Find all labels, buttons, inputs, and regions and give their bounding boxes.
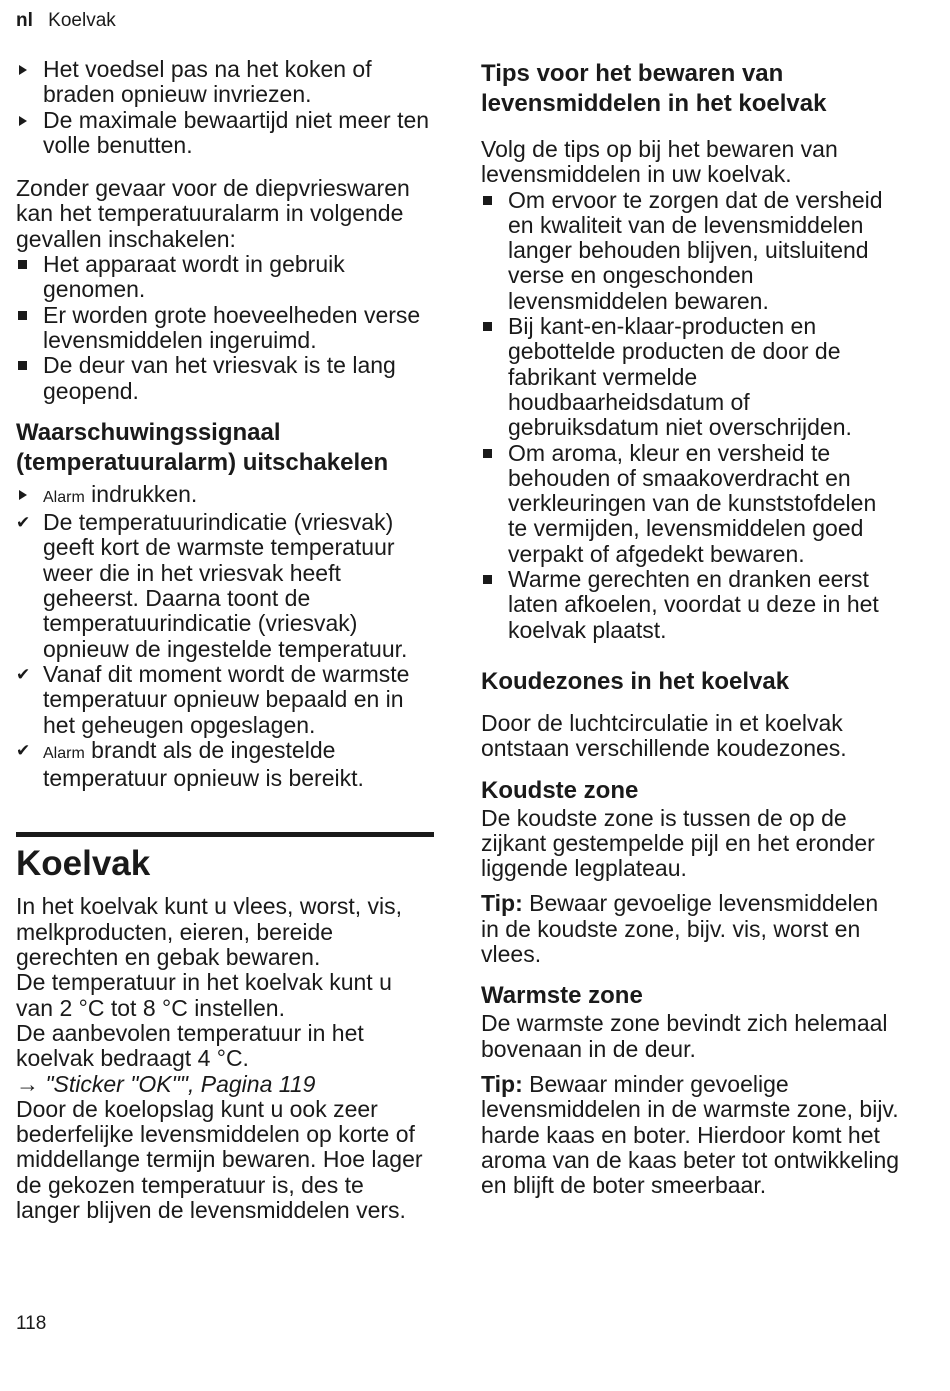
result-item: ✔ De temperatuurindicatie (vriesvak) geeft kort de warmste temperatuur weer die in het vriesvak heeft geheerst. Daarna toont de temperatuurindicatie (vriesvak) opnieuw de ingestelde temperatuur. xyxy=(16,509,408,662)
language-code: nl xyxy=(16,10,33,31)
paragraph: In het koelvak kunt u vlees, worst, vis, melkproducten, eieren, bereide gerechten en gebak bewaren. xyxy=(16,893,403,971)
paragraph: De aanbevolen temperatuur in het koelvak bedraagt 4 °C. xyxy=(16,1019,364,1072)
page-header xyxy=(16,10,116,32)
section-divider xyxy=(16,832,434,837)
key-label: Alarm xyxy=(43,488,85,506)
list-item: Het voedsel pas na het koken of braden opnieuw invriezen. xyxy=(43,56,372,108)
list-item: Warme gerechten en dranken eerst laten afkoelen, voordat u deze in het koelvak plaatst. xyxy=(508,566,879,643)
tip-paragraph: Tip: Bewaar gevoelige levensmiddelen in de koudste zone, bijv. vis, worst en vlees. xyxy=(481,890,879,968)
tip-label: Tip: xyxy=(481,1070,523,1097)
tip-label: Tip: xyxy=(481,890,523,917)
section-heading: Tips voor het bewaren van levensmiddelen in het koelvak xyxy=(481,60,827,117)
right-column xyxy=(481,57,901,1198)
list-item: Bij kant-en-klaar-producten en gebottelde producten de door de fabrikant vermelde houdbaarheidsdatum of gebruiksdatum niet overschrijden. xyxy=(508,313,852,441)
page-reference-link[interactable]: → "Sticker "OK"", Pagina 119 xyxy=(16,1070,316,1097)
section-heading: Koudste zone xyxy=(481,776,639,804)
list-item: Er worden grote hoeveelheden verse levensmiddelen ingeruimd. xyxy=(43,301,421,353)
checkmark-icon: ✔ xyxy=(16,740,31,760)
section-title: Koelvak xyxy=(48,10,116,31)
page-number: 118 xyxy=(16,1313,47,1334)
list-item: Om ervoor te zorgen dat de versheid en kwaliteit van de levensmiddelen langer behouden blijven, uitsluitend verse en ongeschonden levensmiddelen bewaren. xyxy=(508,186,883,314)
checkmark-icon: ✔ xyxy=(16,513,31,533)
list-item: De maximale bewaartijd niet meer ten volle benutten. xyxy=(43,106,430,158)
paragraph: De warmste zone bevindt zich helemaal bovenaan in de deur. xyxy=(481,1010,888,1062)
section-heading: Warmste zone xyxy=(481,982,643,1010)
paragraph: Door de koelopslag kunt u ook zeer bederfelijke levensmiddelen op korte of middellange termijn bewaren. Hoe lager de gekozen temperatuur is, des te langer blijven de levensmiddelen vers. xyxy=(16,1095,423,1223)
section-heading: Waarschuwingssignaal (temperatuuralarm) uitschakelen xyxy=(16,418,389,476)
paragraph: De koudste zone is tussen de op de zijkant gestempelde pijl en het eronder liggende legplateau. xyxy=(481,804,875,882)
paragraph: Volg de tips op bij het bewaren van levensmiddelen in uw koelvak. xyxy=(481,136,838,188)
result-item: ✔ Alarm brandt als de ingestelde temperatuur opnieuw is bereikt. xyxy=(16,736,364,792)
paragraph: Door de luchtcirculatie in et koelvak ontstaan verschillende koudezones. xyxy=(481,709,847,762)
list-item: Het apparaat wordt in gebruik genomen. xyxy=(43,251,345,303)
left-column xyxy=(16,57,434,1223)
key-label: Alarm xyxy=(43,744,85,762)
chapter-title: Koelvak xyxy=(16,844,151,884)
list-item: Om aroma, kleur en versheid te behouden of smaakoverdracht en verkleuringen van de kunststofdelen te vermijden, levensmiddelen goed verpakt of afgedekt bewaren. xyxy=(508,439,877,567)
list-item: De deur van het vriesvak is te lang geopend. xyxy=(43,352,396,404)
checkmark-icon: ✔ xyxy=(16,664,31,684)
result-item: ✔ Vanaf dit moment wordt de warmste temperatuur opnieuw bepaald en in het geheugen opgeslagen. xyxy=(16,660,410,738)
paragraph: Zonder gevaar voor de diepvrieswaren kan het temperatuuralarm in volgende gevallen inschakelen: xyxy=(16,175,410,252)
tip-paragraph: Tip: Bewaar minder gevoelige levensmiddelen in de warmste zone, bijv. harde kaas en boter. Hierdoor komt het aroma van de kaas beter tot ontwikkeling en blijft de boter smeerbaar. xyxy=(481,1070,900,1199)
section-heading: Koudezones in het koelvak xyxy=(481,667,790,695)
paragraph: De temperatuur in het koelvak kunt u van 2 °C tot 8 °C instellen. xyxy=(16,969,392,1021)
step-item: Alarm indrukken. xyxy=(43,480,198,507)
